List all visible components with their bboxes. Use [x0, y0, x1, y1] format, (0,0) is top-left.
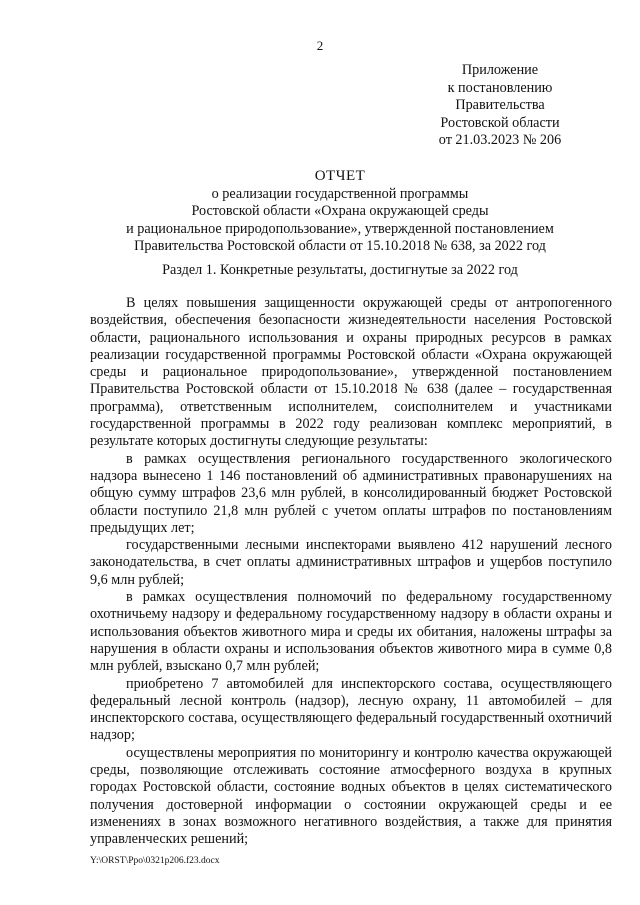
- appendix-block: [420, 62, 580, 150]
- title-line: и рациональное природопользование», утвержденной постановлением: [126, 220, 554, 237]
- title-line: Ростовской области «Охрана окружающей среды: [191, 203, 489, 219]
- paragraph: в рамках осуществления регионального государственного экологического надзора вынесено 1 146 постановлений об административных правонарушениях на общую сумму штрафов 23,6 млн рублей, в консолидированный бюджет Ростовской области поступило 21,8 млн рублей с учетом оплаты штрафов по постановлениям предыдущих лет;: [90, 450, 612, 536]
- body-text: [90, 295, 612, 849]
- paragraph: осуществлены мероприятия по мониторингу и контролю качества окружающей среды, позволяющие отслеживать состояние атмосферного воздуха в крупных городах Ростовской области, состояние водных объектов в целях систематического получения достоверной информации о состоянии окружающей среды и ее изменениях в зонах возможного негативного воздействия, а также для принятия управленческих решений;: [90, 744, 612, 848]
- appendix-line: Правительства: [455, 97, 545, 113]
- section-heading: Раздел 1. Конкретные результаты, достигнутые за 2022 год: [162, 262, 518, 278]
- appendix-line: от 21.03.2023 № 206: [438, 132, 562, 148]
- report-heading: ОТЧЕТ: [314, 168, 366, 184]
- title-line: о реализации государственной программы: [211, 185, 469, 202]
- appendix-line: Ростовской области: [440, 114, 560, 131]
- paragraph: В целях повышения защищенности окружающей среды от антропогенного воздействия, обеспечения безопасности жизнедеятельности населения Ростовской области, рационального использования и охраны природных ресурсов в рамках реализации государственной программы Ростовской области «Охрана окружающей среды и рациональное природопользование», утвержденной постановлением Правительства Ростовской области от 15.10.2018 № 638 (далее – государственная программа), ответственным исполнителем, соисполнителем и участниками государственной программы в 2022 году реализован комплекс мероприятий, в результате которых достигнуты следующие результаты:: [90, 295, 612, 450]
- paragraph: приобретено 7 автомобилей для инспекторского состава, осуществляющего федеральный лесной контроль (надзор), лесную охрану, 11 автомобилей – для инспекторского состава, осуществляющего федеральный государственный охотничий надзор;: [90, 675, 612, 744]
- paragraph: государственными лесными инспекторами выявлено 412 нарушений лесного законодательства, в счет оплаты административных штрафов и ущербов поступило 9,6 млн рублей;: [90, 537, 612, 588]
- paragraph: в рамках осуществления полномочий по федеральному государственному охотничьему надзору и федеральному государственному надзору в области охраны и использования объектов животного мира и среды их обитания, наложены штрафы за нарушения в области охраны и использования объектов животного мира в сумме 0,8 млн рублей, взыскано 0,7 млн рублей;: [90, 589, 612, 675]
- report-title: [70, 168, 610, 256]
- title-line: Правительства Ростовской области от 15.10.2018 № 638, за 2022 год: [134, 238, 546, 254]
- appendix-line: к постановлению: [447, 79, 553, 96]
- appendix-line: Приложение: [461, 62, 539, 78]
- page-number: 2: [316, 38, 324, 53]
- footer-file-path: Y:\ORST\Ppo\0321p206.f23.docx: [90, 856, 220, 866]
